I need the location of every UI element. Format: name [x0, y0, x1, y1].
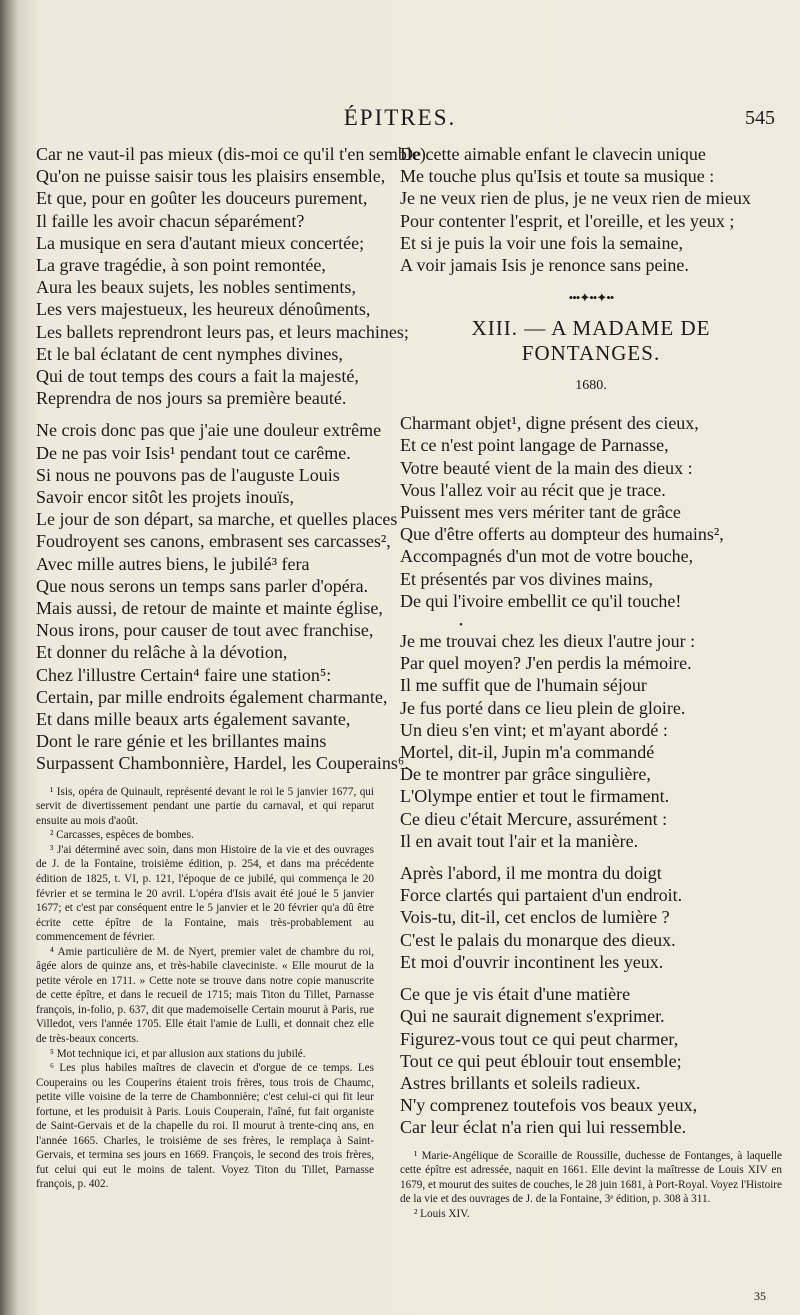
right-column — [400, 143, 782, 1221]
verse-line: Me touche plus qu'Isis et toute sa musique : — [400, 166, 715, 187]
right-footnotes — [400, 1149, 782, 1222]
verse-line: Et présentés par vos divines mains, — [400, 568, 653, 589]
verse-line: C'est le palais du monarque des dieux. — [400, 929, 676, 950]
verse-line: Pour contenter l'esprit, et l'oreille, et les yeux ; — [400, 210, 735, 231]
footnote: ² Carcasses, espèces de bombes. — [50, 829, 194, 842]
verse-line: Ce dieu c'était Mercure, assurément : — [400, 808, 668, 829]
left-footnotes — [36, 785, 374, 1192]
verse-line: Votre beauté vient de la main des dieux : — [400, 457, 693, 478]
verse-line: Astres brillants et soleils radieux. — [400, 1072, 641, 1093]
verse-line: Vous l'allez voir au récit que je trace. — [400, 479, 666, 500]
verse-line: Que d'être offerts au dompteur des humains², — [400, 524, 724, 545]
verse-line: Car leur éclat n'a rien qui lui ressemble. — [400, 1117, 687, 1138]
right-stanza-top — [400, 143, 782, 276]
verse-line: Savoir encor sitôt les projets inouïs, — [36, 487, 294, 508]
verse-line: La musique en sera d'autant mieux concertée; — [36, 232, 365, 253]
verse-line: Dont le rare génie et les brillantes mains — [36, 731, 327, 752]
footnote: ¹ Marie-Angélique de Scoraille de Roussille, duchesse de Fontanges, à laquelle cette épître est adressée, naquit en 1661. Elle devint la maîtresse de Louis XIV en 1679, et mourut des suites de couches, le 28 juin 1681, à Port-Royal. Voyez l'Histoire de la vie et des ouvrages de J. de la Fontaine, 3ᵉ édition, p. 308 à 311. — [400, 1149, 782, 1206]
left-stanza-1 — [36, 143, 426, 409]
verse-line: Figurez-vous tout ce qui peut charmer, — [400, 1028, 679, 1049]
verse-line: Certain, par mille endroits également charmante, — [36, 686, 388, 707]
verse-line: Et dans mille beaux arts également savante, — [36, 709, 351, 730]
verse-line: Reprendra de nos jours sa première beauté. — [36, 388, 347, 409]
verse-line: Un dieu s'en vint; et m'ayant abordé : — [400, 719, 668, 740]
verse-line: De te montrer par grâce singulière, — [400, 764, 651, 785]
verse-line: Qui de tout temps des cours a fait la majesté, — [36, 366, 359, 387]
footnote: ² Louis XIV. — [414, 1207, 470, 1220]
verse-line: L'Olympe entier et tout le firmament. — [400, 786, 670, 807]
verse-line: Et que, pour en goûter les douceurs purement, — [36, 188, 368, 209]
verse-line: Il me suffit que de l'humain séjour — [400, 675, 647, 696]
verse-line: Ne crois donc pas que j'aie une douleur extrême — [36, 420, 382, 441]
footnote: ⁵ Mot technique ici, et par allusion aux stations du jubilé. — [50, 1047, 306, 1060]
verse-line: Mortel, dit-il, Jupin m'a commandé — [400, 742, 655, 763]
verse-line: Après l'abord, il me montra du doigt — [400, 863, 662, 884]
verse-line: Je ne veux rien de plus, je ne veux rien de mieux — [400, 188, 751, 209]
verse-line: Chez l'illustre Certain⁴ faire une station⁵: — [36, 664, 332, 685]
left-stanza-2 — [36, 419, 409, 774]
verse-line: Et moi d'ouvrir incontinent les yeux. — [400, 951, 664, 972]
verse-line: Les ballets reprendront leurs pas, et leurs machines; — [36, 321, 409, 342]
verse-line: Et ce n'est point langage de Parnasse, — [400, 435, 669, 456]
verse-line: N'y comprenez toutefois vos beaux yeux, — [400, 1095, 698, 1116]
section-heading: XIII. — A MADAME DE FONTANGES. — [471, 316, 711, 366]
verse-line: Il en avait tout l'air et la manière. — [400, 830, 639, 851]
verse-line: Il faille les avoir chacun séparément? — [36, 210, 305, 231]
verse-line: De qui l'ivoire embellit ce qu'il touche! — [400, 590, 682, 611]
section-year: 1680. — [575, 378, 607, 394]
verse-line: Tout ce qui peut éblouir tout ensemble; — [400, 1050, 682, 1071]
footnote: ¹ Isis, opéra de Quinault, représenté devant le roi le 5 janvier 1677, qui servit de divertissement pendant une partie du carnaval, et qui reparut ensuite au mois d'août. — [36, 785, 374, 827]
verse-line: Et donner du relâche à la dévotion, — [36, 642, 288, 663]
verse-line: Les vers majestueux, les heureux dénoûments, — [36, 299, 371, 320]
verse-line: De cette aimable enfant le clavecin unique — [400, 144, 706, 164]
verse-line: A voir jamais Isis je renonce sans peine. — [400, 255, 689, 276]
verse-line: Et le bal éclatant de cent nymphes divines, — [36, 343, 343, 364]
stanza-marker: • — [459, 620, 463, 632]
verse-line: Ce que je vis était d'une matière — [400, 984, 631, 1005]
right-stanza-d — [400, 983, 782, 1138]
verse-line: Je me trouvai chez les dieux l'autre jour : — [400, 631, 696, 652]
verse-line: Nous irons, pour causer de tout avec franchise, — [36, 620, 374, 641]
right-stanza-a — [400, 412, 782, 612]
footnote: ⁴ Amie particulière de M. de Nyert, premier valet de chambre du roi, âgée alors de quinze ans, et très-habile claveciniste. « Elle mourut de la petite vérole en 1711. » Cette note se trouve dans notre copie manuscrite de cette épître, et dans le recueil de 1715; mais Titon du Tillet, Parnasse françois, in-folio, p. 637, dit que mademoiselle Certain mourut à Paris, rue Villedot, vers l'année 1705. Elle était l'amie de Lulli, et donnait chez elle de très-beaux concerts. — [36, 945, 374, 1045]
verse-line: Mais aussi, de retour de mainte et mainte église, — [36, 598, 383, 619]
verse-line: Surpassent Chambonnière, Hardel, les Couperains⁶. — [36, 753, 409, 774]
verse-line: Par quel moyen? J'en perdis la mémoire. — [400, 653, 692, 674]
verse-line: Avec mille autres biens, le jubilé³ fera — [36, 553, 310, 574]
signature-mark: 35 — [754, 1289, 766, 1303]
page-title: ÉPITRES. — [343, 105, 457, 130]
right-stanza-c — [400, 862, 782, 973]
verse-line: Que nous serons un temps sans parler d'opéra. — [36, 575, 369, 596]
verse-line: Vois-tu, dit-il, cet enclos de lumière ? — [400, 907, 670, 928]
verse-line: Charmant objet¹, digne présent des cieux, — [400, 413, 699, 434]
verse-line: Qui ne saurait dignement s'exprimer. — [400, 1006, 665, 1027]
ornament-divider: •••✦••✦•• — [568, 290, 614, 306]
verse-line: Je fus porté dans ce lieu plein de gloire. — [400, 697, 686, 718]
verse-line: Aura les beaux sujets, les nobles sentiments, — [36, 277, 356, 298]
verse-line: Foudroyent ses canons, embrasent ses carcasses², — [36, 531, 391, 552]
verse-line: Accompagnés d'un mot de votre bouche, — [400, 546, 694, 567]
right-stanza-b — [400, 630, 782, 852]
footnote: ⁶ Les plus habiles maîtres de clavecin et d'orgue de ce temps. Les Couperains ou les Couperins étaient trois frères, tous trois de Chaumc, petite ville voisine de la terre de Chambonnière; c'est celui-ci qui fit leur fortune, et les produisit à Paris. Louis Couperain, l'aîné, fut fait organiste de Saint-Gervais et de la chapelle du roi. Il mourut à trente-cinq ans, en l'année 1665. Charles, le troisième de ses frères, le remplaça à Saint-Gervais, et termina ses jours en 1669. François, le second des trois frères, fut celui qui eut le moins de talent. Voyez Titon du Tillet, Parnasse françois, p. 402. — [36, 1062, 374, 1191]
left-column — [36, 143, 426, 1192]
verse-line: Si nous ne pouvons pas de l'auguste Louis — [36, 464, 340, 485]
page-number: 545 — [745, 107, 775, 129]
verse-line: Qu'on ne puisse saisir tous les plaisirs ensemble, — [36, 166, 386, 187]
verse-line: Car ne vaut-il pas mieux (dis-moi ce qu'il t'en semble) — [36, 144, 426, 164]
verse-line: Et si je puis la voir une fois la semaine, — [400, 232, 683, 253]
footnote: ³ J'ai déterminé avec soin, dans mon Histoire de la vie et des ouvrages de J. de la Fontaine, troisième édition, p. 254, et dans ma précédente édition de 1825, t. VI, p. 121, l'époque de ce jubilé, qui commença le 20 février et se termina le 20 avril. L'opéra d'Isis avait été joué le 5 janvier 1677; et c'est par conséquent entre le 5 janvier et le 20 février qu'a dû être écrite cette épître de la Fontaine, mais très-probablement au commencement de février. — [36, 843, 374, 944]
running-head — [0, 105, 800, 135]
verse-line: Force clartés qui partaient d'un endroit. — [400, 885, 683, 906]
verse-line: Le jour de son départ, sa marche, et quelles places — [36, 509, 398, 530]
verse-line: Puissent mes vers mériter tant de grâce — [400, 502, 681, 523]
verse-line: De ne pas voir Isis¹ pendant tout ce carême. — [36, 442, 351, 463]
verse-line: La grave tragédie, à son point remontée, — [36, 255, 326, 276]
